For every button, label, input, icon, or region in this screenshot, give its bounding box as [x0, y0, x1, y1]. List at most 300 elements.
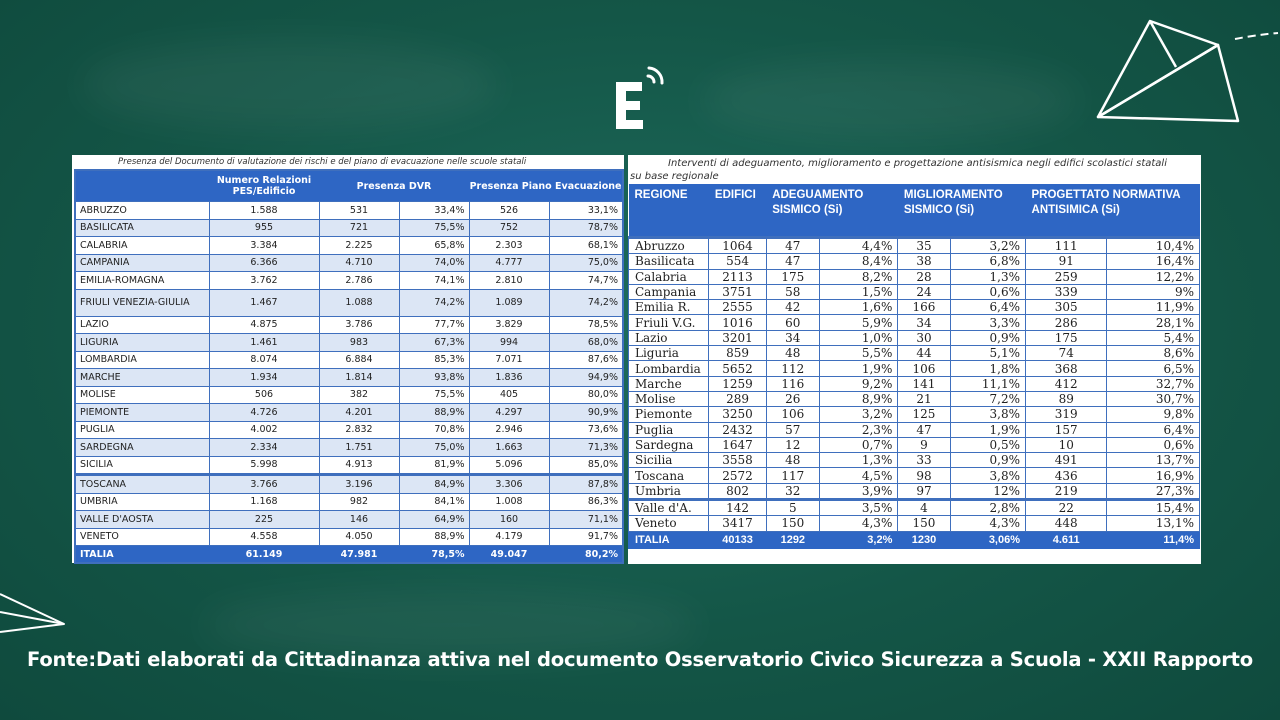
value-cell: 0,6% — [950, 284, 1025, 299]
value-cell: 68,1% — [549, 237, 623, 255]
value-cell: 89 — [1026, 391, 1107, 406]
value-cell: 74,2% — [549, 289, 623, 316]
table-row — [75, 369, 623, 387]
table-row — [629, 330, 1200, 345]
region-cell: ABRUZZO — [75, 202, 209, 220]
region-cell: PUGLIA — [75, 421, 209, 439]
value-cell: 0,5% — [950, 437, 1025, 452]
value-cell: 2.334 — [209, 439, 319, 457]
table-row — [629, 407, 1200, 422]
value-cell: 65,8% — [399, 237, 469, 255]
table-row — [75, 237, 623, 255]
value-cell: 5652 — [709, 361, 766, 376]
table-row — [75, 316, 623, 334]
value-cell: 13,1% — [1107, 516, 1200, 531]
value-cell: 994 — [469, 334, 549, 352]
value-cell: 3558 — [709, 453, 766, 468]
value-cell: 78,7% — [549, 219, 623, 237]
value-cell: 2.810 — [469, 272, 549, 290]
value-cell: 448 — [1026, 516, 1107, 531]
value-cell: 30,7% — [1107, 391, 1200, 406]
value-cell: 74 — [1026, 346, 1107, 361]
value-cell: 86,3% — [549, 493, 623, 511]
value-cell: 98 — [898, 468, 950, 483]
region-cell: LIGURIA — [75, 334, 209, 352]
region-cell: PIEMONTE — [75, 404, 209, 422]
table-caption: Interventi di adeguamento, miglioramento e progettazione antisismica negli edifici scolastici statali — [668, 158, 1167, 169]
value-cell: 40133 — [709, 531, 766, 548]
value-cell: 88,9% — [399, 404, 469, 422]
value-cell: 111 — [1026, 238, 1107, 254]
value-cell: 4 — [898, 500, 950, 516]
value-cell: 160 — [469, 511, 549, 529]
value-cell: 436 — [1026, 468, 1107, 483]
value-cell: 506 — [209, 386, 319, 404]
paper-plane-icon — [0, 588, 70, 648]
region-cell: ITALIA — [75, 546, 209, 564]
value-cell: 1.751 — [319, 439, 399, 457]
value-cell: 1064 — [709, 238, 766, 254]
value-cell: 2,8% — [950, 500, 1025, 516]
value-cell: 2.786 — [319, 272, 399, 290]
value-cell: 3,2% — [819, 531, 897, 548]
dvr-evacuation-table — [74, 169, 624, 564]
value-cell: 27,3% — [1107, 483, 1200, 499]
value-cell: 289 — [709, 391, 766, 406]
value-cell: 2.303 — [469, 237, 549, 255]
header-progettato: PROGETTATO NORMATIVA ANTISIMICA (Si) — [1026, 184, 1200, 238]
value-cell: 4.050 — [319, 528, 399, 546]
value-cell: 34 — [898, 315, 950, 330]
value-cell: 554 — [709, 254, 766, 269]
value-cell: 35 — [898, 238, 950, 254]
value-cell: 91,7% — [549, 528, 623, 546]
value-cell: 4,5% — [819, 468, 897, 483]
value-cell: 6,5% — [1107, 361, 1200, 376]
value-cell: 955 — [209, 219, 319, 237]
seismic-interventions-table-panel — [628, 155, 1201, 564]
table-row — [629, 483, 1200, 499]
value-cell: 9 — [898, 437, 950, 452]
value-cell: 175 — [1026, 330, 1107, 345]
value-cell: 0,6% — [1107, 437, 1200, 452]
value-cell: 4.777 — [469, 254, 549, 272]
value-cell: 3,8% — [950, 468, 1025, 483]
value-cell: 106 — [898, 361, 950, 376]
value-cell: 1647 — [709, 437, 766, 452]
value-cell: 4.297 — [469, 404, 549, 422]
value-cell: 3,2% — [819, 407, 897, 422]
value-cell: 64,9% — [399, 511, 469, 529]
value-cell: 10 — [1026, 437, 1107, 452]
region-cell: SARDEGNA — [75, 439, 209, 457]
table-row — [75, 272, 623, 290]
value-cell: 412 — [1026, 376, 1107, 391]
value-cell: 305 — [1026, 300, 1107, 315]
value-cell: 75,0% — [399, 439, 469, 457]
table-row — [75, 511, 623, 529]
paper-plane-icon — [1090, 15, 1280, 130]
value-cell: 8,6% — [1107, 346, 1200, 361]
value-cell: 752 — [469, 219, 549, 237]
value-cell: 2572 — [709, 468, 766, 483]
value-cell: 93,8% — [399, 369, 469, 387]
value-cell: 166 — [898, 300, 950, 315]
value-cell: 491 — [1026, 453, 1107, 468]
value-cell: 9,8% — [1107, 407, 1200, 422]
value-cell: 721 — [319, 219, 399, 237]
value-cell: 4,3% — [950, 516, 1025, 531]
value-cell: 2.946 — [469, 421, 549, 439]
value-cell: 33,1% — [549, 202, 623, 220]
value-cell: 1,3% — [819, 453, 897, 468]
value-cell: 3.786 — [319, 316, 399, 334]
value-cell: 6,4% — [1107, 422, 1200, 437]
value-cell: 57 — [766, 422, 819, 437]
value-cell: 3.762 — [209, 272, 319, 290]
header-edifici: EDIFICI — [709, 184, 766, 238]
value-cell: 71,3% — [549, 439, 623, 457]
value-cell: 1.168 — [209, 493, 319, 511]
value-cell: 3751 — [709, 284, 766, 299]
value-cell: 33,4% — [399, 202, 469, 220]
header-miglioramento: MIGLIORAMENTO SISMICO (Si) — [898, 184, 1026, 238]
value-cell: 106 — [766, 407, 819, 422]
table-row — [75, 475, 623, 494]
dvr-evacuation-table-panel — [72, 155, 624, 563]
header-region — [75, 170, 209, 202]
value-cell: 1,6% — [819, 300, 897, 315]
value-cell: 6.366 — [209, 254, 319, 272]
value-cell: 68,0% — [549, 334, 623, 352]
region-cell: FRIULI VENEZIA-GIULIA — [75, 289, 209, 316]
region-cell: Emilia R. — [629, 300, 709, 315]
value-cell: 15,4% — [1107, 500, 1200, 516]
table-row — [629, 391, 1200, 406]
value-cell: 2,3% — [819, 422, 897, 437]
region-cell: Basilicata — [629, 254, 709, 269]
value-cell: 142 — [709, 500, 766, 516]
value-cell: 0,9% — [950, 330, 1025, 345]
header-adeguamento: ADEGUAMENTO SISMICO (Si) — [766, 184, 898, 238]
value-cell: 60 — [766, 315, 819, 330]
table-row — [629, 361, 1200, 376]
table-row — [75, 421, 623, 439]
region-cell: Liguria — [629, 346, 709, 361]
value-cell: 80,0% — [549, 386, 623, 404]
value-cell: 81,9% — [399, 456, 469, 475]
value-cell: 5,5% — [819, 346, 897, 361]
value-cell: 1.088 — [319, 289, 399, 316]
table-header-row — [629, 184, 1200, 238]
value-cell: 6,4% — [950, 300, 1025, 315]
value-cell: 24 — [898, 284, 950, 299]
value-cell: 8.074 — [209, 351, 319, 369]
value-cell: 9,2% — [819, 376, 897, 391]
value-cell: 11,1% — [950, 376, 1025, 391]
value-cell: 74,2% — [399, 289, 469, 316]
region-cell: LAZIO — [75, 316, 209, 334]
region-cell: Molise — [629, 391, 709, 406]
value-cell: 30 — [898, 330, 950, 345]
value-cell: 90,9% — [549, 404, 623, 422]
value-cell: 16,9% — [1107, 468, 1200, 483]
value-cell: 75,5% — [399, 219, 469, 237]
value-cell: 4.726 — [209, 404, 319, 422]
value-cell: 49.047 — [469, 546, 549, 564]
value-cell: 88,9% — [399, 528, 469, 546]
value-cell: 3.829 — [469, 316, 549, 334]
value-cell: 8,9% — [819, 391, 897, 406]
chalk-smudge — [700, 60, 1080, 140]
value-cell: 0,9% — [950, 453, 1025, 468]
value-cell: 42 — [766, 300, 819, 315]
brand-logo — [612, 62, 672, 132]
value-cell: 12% — [950, 483, 1025, 499]
table-row — [75, 404, 623, 422]
value-cell: 112 — [766, 361, 819, 376]
value-cell: 1292 — [766, 531, 819, 548]
table-row — [75, 386, 623, 404]
value-cell: 3.384 — [209, 237, 319, 255]
region-cell: TOSCANA — [75, 475, 209, 494]
table-row — [75, 289, 623, 316]
region-cell: ITALIA — [629, 531, 709, 548]
region-cell: MOLISE — [75, 386, 209, 404]
region-cell: BASILICATA — [75, 219, 209, 237]
table-total-row — [75, 546, 623, 564]
region-cell: Calabria — [629, 269, 709, 284]
value-cell: 4.201 — [319, 404, 399, 422]
value-cell: 146 — [319, 511, 399, 529]
value-cell: 3.196 — [319, 475, 399, 494]
value-cell: 73,6% — [549, 421, 623, 439]
value-cell: 61.149 — [209, 546, 319, 564]
value-cell: 1,3% — [950, 269, 1025, 284]
value-cell: 44 — [898, 346, 950, 361]
value-cell: 983 — [319, 334, 399, 352]
header-dvr: Presenza DVR — [319, 170, 469, 202]
value-cell: 319 — [1026, 407, 1107, 422]
region-cell: Sicilia — [629, 453, 709, 468]
value-cell: 47 — [766, 238, 819, 254]
table-row — [629, 376, 1200, 391]
table-row — [75, 334, 623, 352]
value-cell: 2.832 — [319, 421, 399, 439]
header-regione: REGIONE — [629, 184, 709, 238]
table-caption-line2: su base regionale — [630, 171, 719, 182]
value-cell: 2432 — [709, 422, 766, 437]
table-row — [75, 254, 623, 272]
value-cell: 47 — [766, 254, 819, 269]
value-cell: 3,06% — [950, 531, 1025, 548]
value-cell: 47 — [898, 422, 950, 437]
region-cell: Valle d'A. — [629, 500, 709, 516]
value-cell: 48 — [766, 346, 819, 361]
source-footer: Fonte:Dati elaborati da Cittadinanza attiva nel documento Osservatorio Civico Sicurezza a Scuola - XXII Rapporto — [27, 648, 1253, 671]
region-cell: Lombardia — [629, 361, 709, 376]
value-cell: 2.225 — [319, 237, 399, 255]
value-cell: 9% — [1107, 284, 1200, 299]
value-cell: 6,8% — [950, 254, 1025, 269]
region-cell: VENETO — [75, 528, 209, 546]
value-cell: 117 — [766, 468, 819, 483]
value-cell: 47.981 — [319, 546, 399, 564]
region-cell: CALABRIA — [75, 237, 209, 255]
value-cell: 67,3% — [399, 334, 469, 352]
value-cell: 4,3% — [819, 516, 897, 531]
region-cell: MARCHE — [75, 369, 209, 387]
value-cell: 225 — [209, 511, 319, 529]
value-cell: 859 — [709, 346, 766, 361]
value-cell: 97 — [898, 483, 950, 499]
value-cell: 6.884 — [319, 351, 399, 369]
value-cell: 1.588 — [209, 202, 319, 220]
table-row — [75, 351, 623, 369]
region-cell: SICILIA — [75, 456, 209, 475]
value-cell: 34 — [766, 330, 819, 345]
value-cell: 5.096 — [469, 456, 549, 475]
table-row — [629, 346, 1200, 361]
table-caption: Presenza del Documento di valutazione dei rischi e del piano di evacuazione nelle scuole statali — [118, 157, 527, 167]
region-cell: Abruzzo — [629, 238, 709, 254]
value-cell: 116 — [766, 376, 819, 391]
table-header-row — [75, 170, 623, 202]
table-row — [75, 456, 623, 475]
value-cell: 74,1% — [399, 272, 469, 290]
value-cell: 982 — [319, 493, 399, 511]
value-cell: 5,4% — [1107, 330, 1200, 345]
value-cell: 85,3% — [399, 351, 469, 369]
value-cell: 7,2% — [950, 391, 1025, 406]
table-row — [75, 219, 623, 237]
value-cell: 71,1% — [549, 511, 623, 529]
header-evacuation-plan: Presenza Piano Evacuazione — [469, 170, 623, 202]
value-cell: 4,4% — [819, 238, 897, 254]
table-row — [629, 238, 1200, 254]
region-cell: Piemonte — [629, 407, 709, 422]
value-cell: 2113 — [709, 269, 766, 284]
value-cell: 74,7% — [549, 272, 623, 290]
value-cell: 4.558 — [209, 528, 319, 546]
region-cell: UMBRIA — [75, 493, 209, 511]
value-cell: 368 — [1026, 361, 1107, 376]
value-cell: 38 — [898, 254, 950, 269]
value-cell: 3417 — [709, 516, 766, 531]
table-row — [629, 500, 1200, 516]
value-cell: 33 — [898, 453, 950, 468]
value-cell: 4.179 — [469, 528, 549, 546]
value-cell: 21 — [898, 391, 950, 406]
table-row — [629, 315, 1200, 330]
value-cell: 5,1% — [950, 346, 1025, 361]
value-cell: 1,9% — [819, 361, 897, 376]
value-cell: 7.071 — [469, 351, 549, 369]
value-cell: 1,5% — [819, 284, 897, 299]
value-cell: 78,5% — [399, 546, 469, 564]
table-row — [75, 528, 623, 546]
value-cell: 75,5% — [399, 386, 469, 404]
value-cell: 77,7% — [399, 316, 469, 334]
value-cell: 382 — [319, 386, 399, 404]
region-cell: Campania — [629, 284, 709, 299]
region-cell: LOMBARDIA — [75, 351, 209, 369]
value-cell: 11,4% — [1107, 531, 1200, 548]
table-row — [629, 468, 1200, 483]
region-cell: Lazio — [629, 330, 709, 345]
value-cell: 75,0% — [549, 254, 623, 272]
value-cell: 150 — [766, 516, 819, 531]
value-cell: 1,9% — [950, 422, 1025, 437]
value-cell: 78,5% — [549, 316, 623, 334]
value-cell: 2555 — [709, 300, 766, 315]
value-cell: 3,8% — [950, 407, 1025, 422]
region-cell: Marche — [629, 376, 709, 391]
region-cell: EMILIA-ROMAGNA — [75, 272, 209, 290]
value-cell: 405 — [469, 386, 549, 404]
region-cell: Puglia — [629, 422, 709, 437]
value-cell: 3.766 — [209, 475, 319, 494]
value-cell: 1.467 — [209, 289, 319, 316]
value-cell: 8,4% — [819, 254, 897, 269]
value-cell: 5,9% — [819, 315, 897, 330]
value-cell: 1.089 — [469, 289, 549, 316]
value-cell: 91 — [1026, 254, 1107, 269]
table-row — [629, 269, 1200, 284]
table-row — [75, 493, 623, 511]
value-cell: 3,2% — [950, 238, 1025, 254]
value-cell: 84,9% — [399, 475, 469, 494]
value-cell: 85,0% — [549, 456, 623, 475]
value-cell: 150 — [898, 516, 950, 531]
value-cell: 32,7% — [1107, 376, 1200, 391]
value-cell: 16,4% — [1107, 254, 1200, 269]
table-row — [75, 202, 623, 220]
value-cell: 141 — [898, 376, 950, 391]
value-cell: 531 — [319, 202, 399, 220]
value-cell: 1016 — [709, 315, 766, 330]
region-cell: Toscana — [629, 468, 709, 483]
value-cell: 1.814 — [319, 369, 399, 387]
value-cell: 1230 — [898, 531, 950, 548]
value-cell: 22 — [1026, 500, 1107, 516]
value-cell: 12 — [766, 437, 819, 452]
value-cell: 4.611 — [1026, 531, 1107, 548]
value-cell: 10,4% — [1107, 238, 1200, 254]
value-cell: 157 — [1026, 422, 1107, 437]
value-cell: 3201 — [709, 330, 766, 345]
value-cell: 12,2% — [1107, 269, 1200, 284]
value-cell: 0,7% — [819, 437, 897, 452]
value-cell: 28 — [898, 269, 950, 284]
value-cell: 58 — [766, 284, 819, 299]
value-cell: 3,9% — [819, 483, 897, 499]
value-cell: 74,0% — [399, 254, 469, 272]
table-row — [629, 254, 1200, 269]
value-cell: 5.998 — [209, 456, 319, 475]
table-row — [629, 516, 1200, 531]
value-cell: 1.663 — [469, 439, 549, 457]
value-cell: 84,1% — [399, 493, 469, 511]
table-row — [629, 284, 1200, 299]
value-cell: 5 — [766, 500, 819, 516]
value-cell: 1259 — [709, 376, 766, 391]
region-cell: Veneto — [629, 516, 709, 531]
value-cell: 3250 — [709, 407, 766, 422]
value-cell: 526 — [469, 202, 549, 220]
value-cell: 4.002 — [209, 421, 319, 439]
value-cell: 4.875 — [209, 316, 319, 334]
